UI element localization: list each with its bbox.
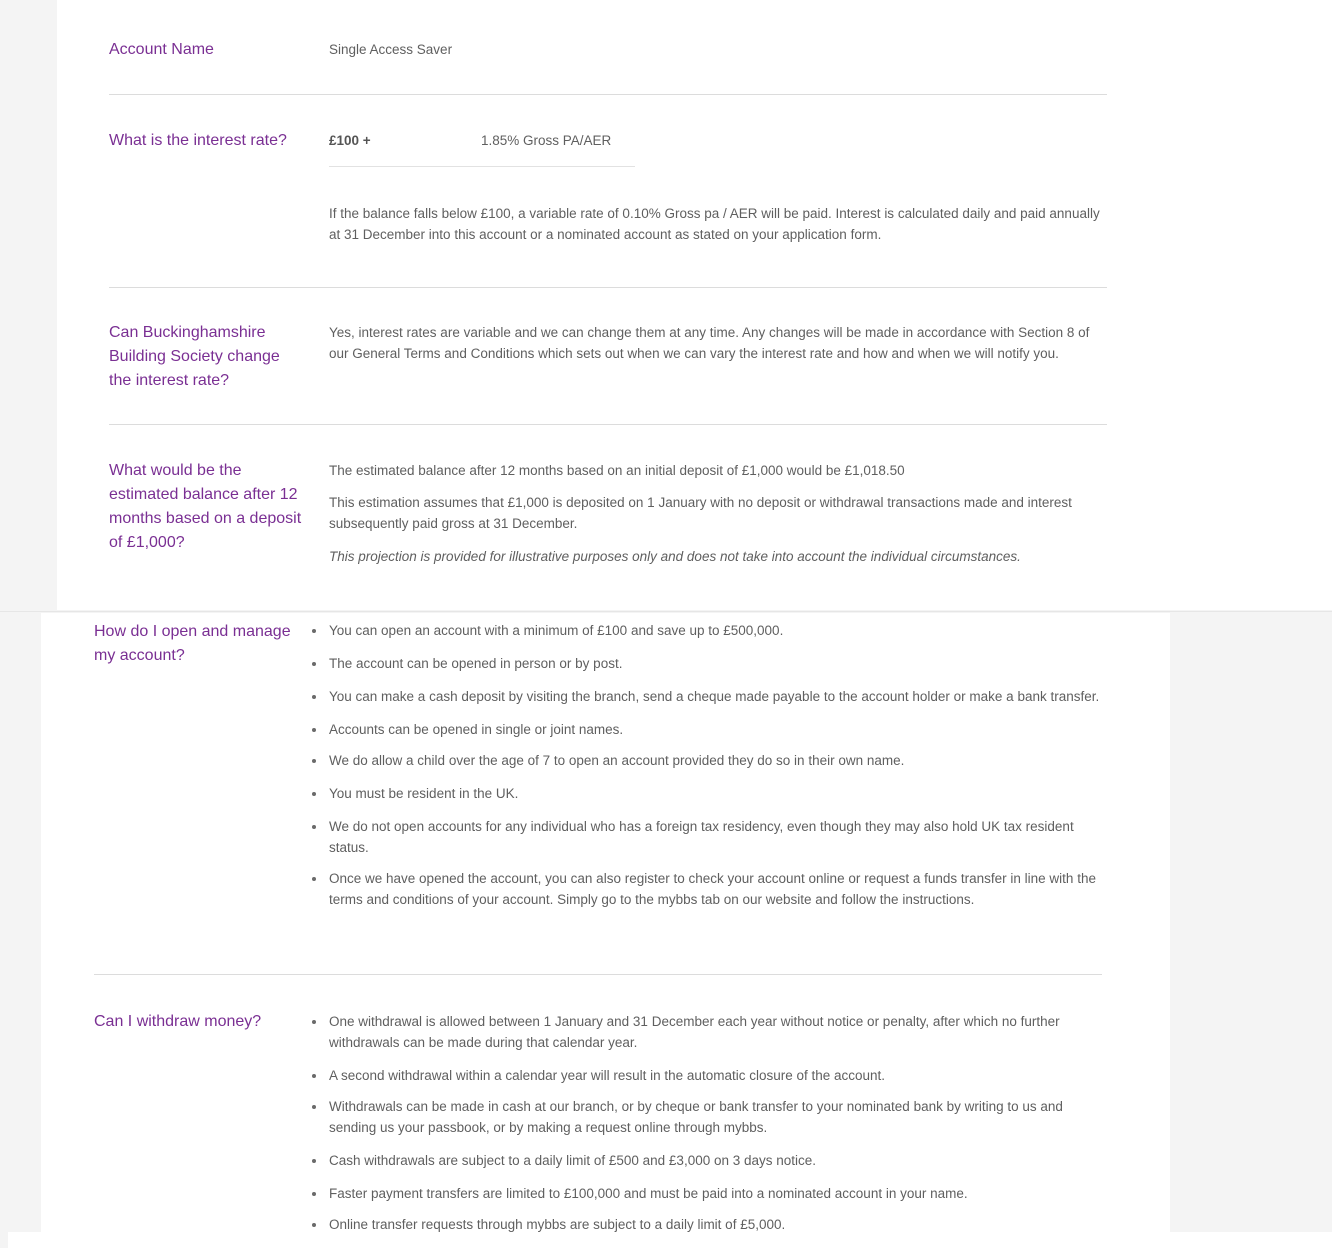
estimated-balance-answer: The estimated balance after 12 months based on an initial deposit of £1,000 would be £1,018.50	[329, 463, 905, 478]
list-item: You can make a cash deposit by visiting the branch, send a cheque made payable to the account holder or make a bank transfer.	[311, 686, 1101, 707]
list-item: Faster payment transfers are limited to £100,000 and must be paid into a nominated account in your name.	[311, 1183, 1101, 1204]
rate-tier-amount: £100 +	[329, 133, 371, 148]
estimated-balance-question: What would be the estimated balance after 12 months based on a deposit of £1,000?	[109, 462, 302, 551]
account-name-label: Account Name	[109, 41, 214, 58]
list-item: One withdrawal is allowed between 1 January and 31 December each year without notice or penalty, after which no further withdrawals can be made during that calendar year.	[311, 1011, 1101, 1053]
account-name-value: Single Access Saver	[329, 42, 453, 57]
divider	[109, 287, 1107, 288]
withdraw-question: Can I withdraw money?	[94, 1013, 262, 1030]
list-item: Once we have opened the account, you can also register to check your account online or request a funds transfer in line with the terms and conditions of your account. Simply go to the mybbs tab on our website and follow the instructions.	[311, 868, 1101, 910]
list-item: You can open an account with a minimum of £100 and save up to £500,000.	[311, 620, 1101, 641]
withdraw-list	[311, 1011, 1101, 1247]
list-item: The account can be opened in person or by post.	[311, 653, 1101, 674]
section-seam	[0, 611, 1332, 612]
list-item: Cash withdrawals are subject to a daily limit of £500 and £3,000 on 3 days notice.	[311, 1150, 1101, 1171]
open-manage-question: How do I open and manage my account?	[94, 623, 291, 664]
list-item: We do not open accounts for any individual who has a foreign tax residency, even though they may also hold UK tax resident status.	[311, 816, 1101, 858]
divider	[94, 974, 1102, 975]
divider	[109, 94, 1107, 95]
interest-rate-question: What is the interest rate?	[109, 132, 287, 149]
rate-change-question: Can Buckinghamshire Building Society change the interest rate?	[109, 324, 280, 389]
divider	[109, 424, 1107, 425]
estimation-assumption: This estimation assumes that £1,000 is deposited on 1 January with no deposit or withdrawal transactions made and interest subsequently paid gross at 31 December.	[329, 495, 1072, 531]
interest-rate-note: If the balance falls below £100, a variable rate of 0.10% Gross pa / AER will be paid. Interest is calculated daily and paid annually at 31 December into this account or a nominated account as stated on your application form.	[329, 206, 1100, 242]
open-manage-list	[311, 620, 1101, 922]
list-item: Online transfer requests through mybbs are subject to a daily limit of £5,000.	[311, 1214, 1101, 1235]
rate-change-answer: Yes, interest rates are variable and we can change them at any time. Any changes will be made in accordance with Section 8 of our General Terms and Conditions which sets out when we can vary the interest rate and how and when we will notify you.	[329, 325, 1090, 361]
rate-table-divider	[329, 166, 635, 167]
list-item: Accounts can be opened in single or joint names.	[311, 719, 1101, 740]
rate-tier-value: 1.85% Gross PA/AER	[481, 133, 612, 148]
list-item: We do allow a child over the age of 7 to open an account provided they do so in their own name.	[311, 750, 1101, 771]
footer-strip	[8, 1232, 1332, 1248]
list-item: A second withdrawal within a calendar year will result in the automatic closure of the account.	[311, 1065, 1101, 1086]
list-item: Withdrawals can be made in cash at our branch, or by cheque or bank transfer to your nominated bank by writing to us and sending us your passbook, or by making a request online through mybbs.	[311, 1096, 1101, 1138]
projection-disclaimer: This projection is provided for illustrative purposes only and does not take into account the individual circumstances.	[329, 549, 1021, 564]
list-item: You must be resident in the UK.	[311, 783, 1101, 804]
